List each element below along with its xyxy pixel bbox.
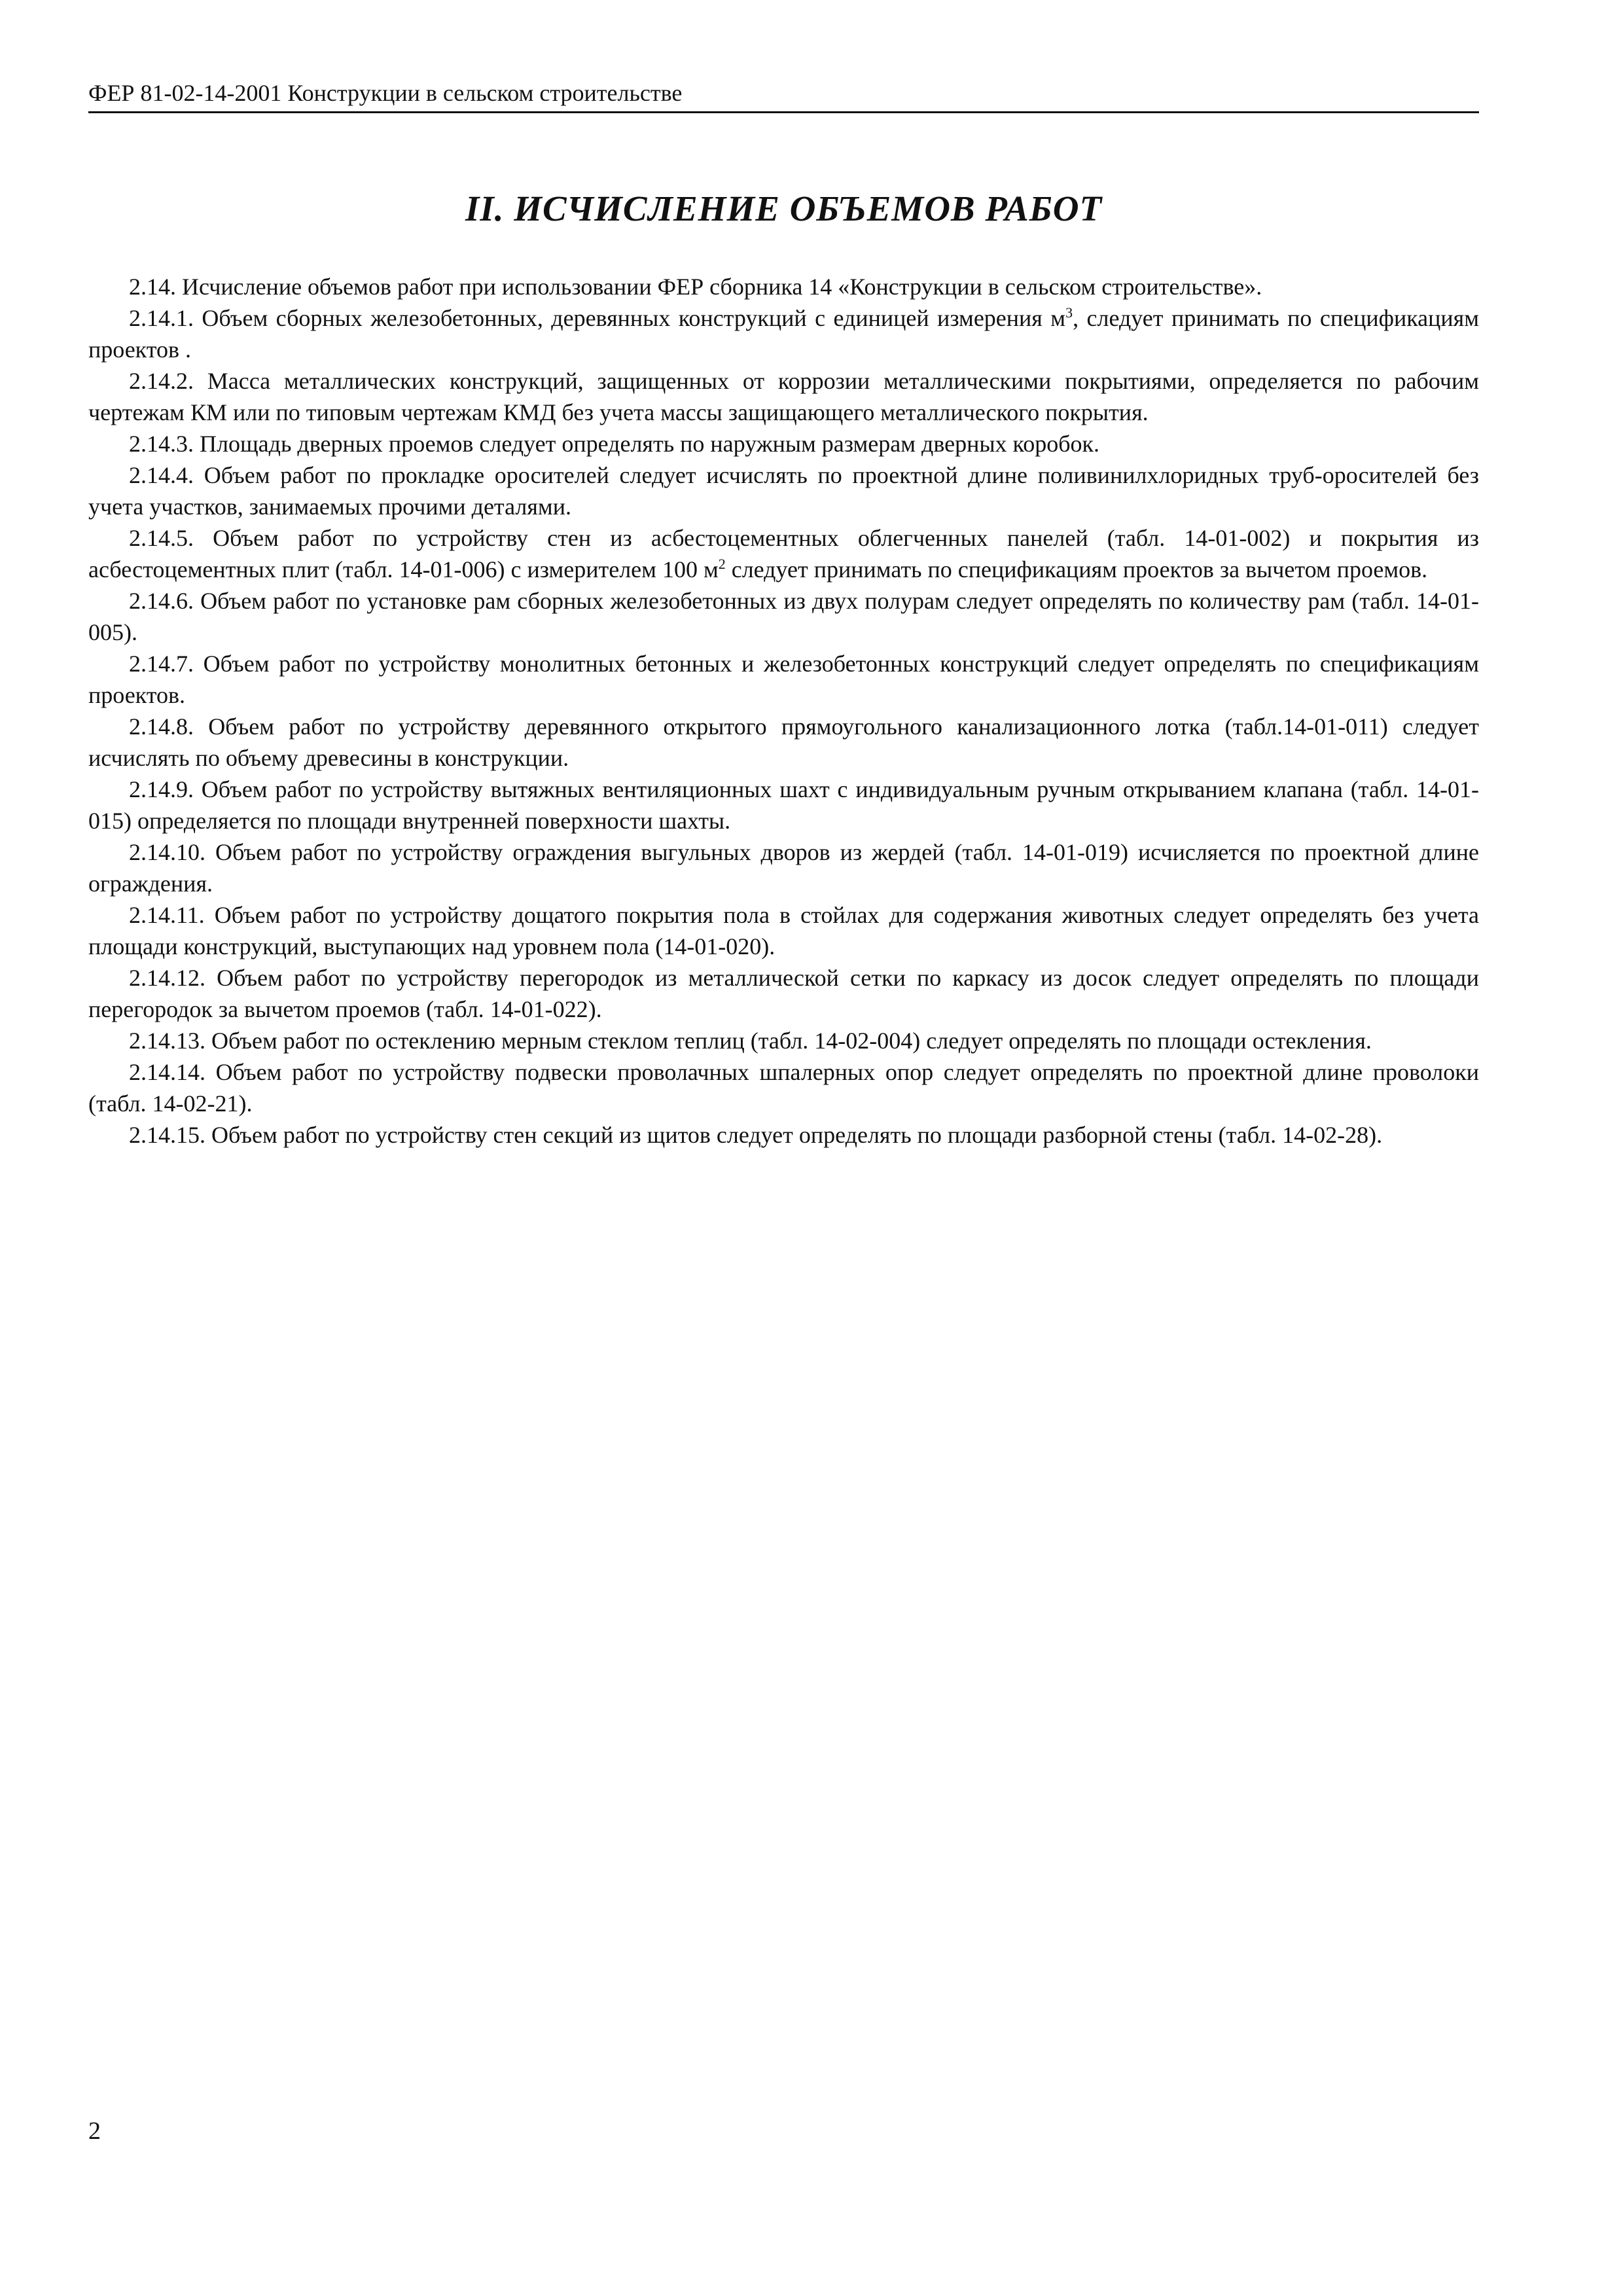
paragraph-2-14: 2.14. Исчисление объемов работ при использовании ФЕР сборника 14 «Конструкции в сельском строительстве». — [129, 274, 1262, 300]
paragraph-2-14-9: 2.14.9. Объем работ по устройству вытяжных вентиляционных шахт с индивидуальным ручным открыванием клапана (табл. 14-01-015) определяется по площади внутренней поверхности шахты. — [88, 776, 1479, 834]
paragraph-2-14-14: 2.14.14. Объем работ по устройству подвески проволачных шпалерных опор следует определять по проектной длине проволоки (табл. 14-02-21). — [88, 1059, 1479, 1117]
paragraph-2-14-4: 2.14.4. Объем работ по прокладке оросителей следует исчислять по проектной длине поливинилхлоридных труб-оросителей без учета участков, занимаемых прочими деталями. — [88, 462, 1479, 520]
paragraph-2-14-1 — [88, 302, 1479, 365]
paragraph-text: 2.14.5. Объем работ по устройству стен из асбестоцементных облегченных панелей (табл. 14-01-002) и покрытия из асбестоцементных плит (табл. 14-01-006) с измерителем 100 м — [88, 525, 1479, 583]
paragraph-text: 2.14.1. Объем сборных железобетонных, деревянных конструкций с единицей измерения м — [129, 305, 1066, 331]
paragraph-2-14-12: 2.14.12. Объем работ по устройству перегородок из металлической сетки по каркасу из досок следует определять по площади перегородок за вычетом проемов (табл. 14-01-022). — [88, 965, 1479, 1022]
paragraph-2-14-5 — [88, 522, 1479, 585]
paragraph-text: следует принимать по спецификациям проектов за вычетом проемов. — [725, 556, 1428, 583]
paragraph-2-14-13: 2.14.13. Объем работ по остеклению мерным стеклом теплиц (табл. 14-02-004) следует определять по площади остекления. — [129, 1028, 1372, 1054]
section-title: II. ИСЧИСЛЕНИЕ ОБЪЕМОВ РАБОТ — [465, 188, 1103, 228]
running-header: ФЕР 81-02-14-2001 Конструкции в сельском строительстве — [88, 77, 1479, 113]
paragraph-2-14-2: 2.14.2. Масса металлических конструкций, защищенных от коррозии металлическими покрытиями, определяется по рабочим чертежам КМ или по типовым чертежам КМД без учета массы защищающего металлического покрытия. — [88, 368, 1479, 425]
paragraph-2-14-3: 2.14.3. Площадь дверных проемов следует определять по наружным размерам дверных коробок. — [129, 431, 1100, 457]
body-text — [88, 271, 1479, 1151]
paragraph-2-14-7: 2.14.7. Объем работ по устройству монолитных бетонных и железобетонных конструкций следует определять по спецификациям проектов. — [88, 651, 1479, 708]
paragraph-2-14-10: 2.14.10. Объем работ по устройству ограждения выгульных дворов из жердей (табл. 14-01-019) исчисляется по проектной длине ограждения. — [88, 839, 1479, 897]
superscript: 2 — [718, 556, 726, 572]
superscript: 3 — [1065, 304, 1073, 321]
page-number: 2 — [88, 2117, 101, 2145]
paragraph-2-14-6: 2.14.6. Объем работ по установке рам сборных железобетонных из двух полурам следует определять по количеству рам (табл. 14-01-005). — [88, 588, 1479, 645]
paragraph-text: , следует принимать по спецификациям проектов . — [88, 305, 1480, 363]
paragraph-2-14-11: 2.14.11. Объем работ по устройству дощатого покрытия пола в стойлах для содержания животных следует определять без учета площади конструкций, выступающих над уровнем пола (14-01-020). — [88, 902, 1479, 960]
paragraph-2-14-15: 2.14.15. Объем работ по устройству стен секций из щитов следует определять по площади разборной стены (табл. 14-02-28). — [129, 1122, 1383, 1148]
paragraph-2-14-8: 2.14.8. Объем работ по устройству деревянного открытого прямоугольного канализационного лотка (табл.14-01-011) следует исчислять по объему древесины в конструкции. — [88, 713, 1479, 771]
